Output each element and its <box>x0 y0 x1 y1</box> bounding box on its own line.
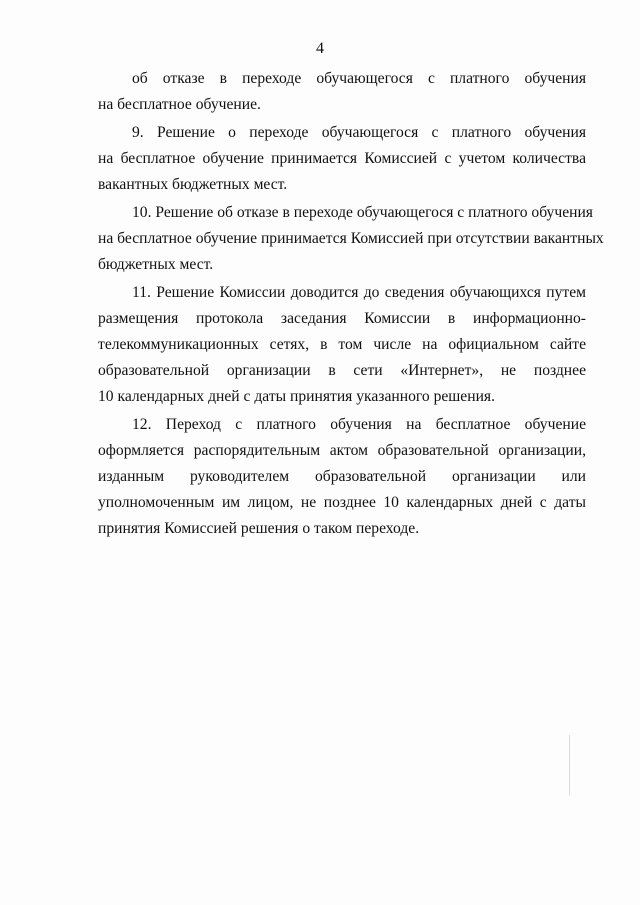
text-line: 10. Решение об отказе в переходе обучающегося с платного обучения <box>132 204 593 221</box>
text-line: изданным руководителем образовательной организации или <box>98 468 586 485</box>
text-line: бюджетных мест. <box>98 256 214 273</box>
text-line: телекоммуникационных сетях, в том числе на официальном сайте <box>98 336 586 353</box>
text-line: 10 календарных дней с даты принятия указанного решения. <box>98 388 495 405</box>
document-body <box>98 66 604 544</box>
paragraph-p-12 <box>98 412 586 542</box>
page-number: 4 <box>316 40 324 57</box>
text-line: 12. Переход с платного обучения на бесплатное обучение <box>132 416 586 433</box>
text-line: 11. Решение Комиссии доводится до сведения обучающихся путем <box>132 284 586 301</box>
paragraph-p-9 <box>98 120 586 198</box>
text-line: на бесплатное обучение принимается Комиссией при отсутствии вакантных <box>98 230 604 247</box>
scan-artifact-line <box>569 735 570 795</box>
text-line: вакантных бюджетных мест. <box>98 176 288 193</box>
text-line: уполномоченным им лицом, не позднее 10 календарных дней с даты <box>98 494 586 511</box>
paragraph-p-10 <box>98 200 604 278</box>
text-line: принятия Комиссией решения о таком переходе. <box>98 520 420 537</box>
text-line: об отказе в переходе обучающегося с платного обучения <box>132 70 586 87</box>
text-line: оформляется распорядительным актом образовательной организации, <box>98 442 586 459</box>
text-line: образовательной организации в сети «Интернет», не позднее <box>98 362 586 379</box>
paragraph-p-continuation <box>98 66 586 118</box>
text-line: размещения протокола заседания Комиссии в информационно- <box>98 310 586 327</box>
text-line: на бесплатное обучение принимается Комиссией с учетом количества <box>98 150 586 167</box>
paragraph-p-11 <box>98 280 586 410</box>
text-line: 9. Решение о переходе обучающегося с платного обучения <box>132 124 586 141</box>
text-line: на бесплатное обучение. <box>98 96 261 113</box>
